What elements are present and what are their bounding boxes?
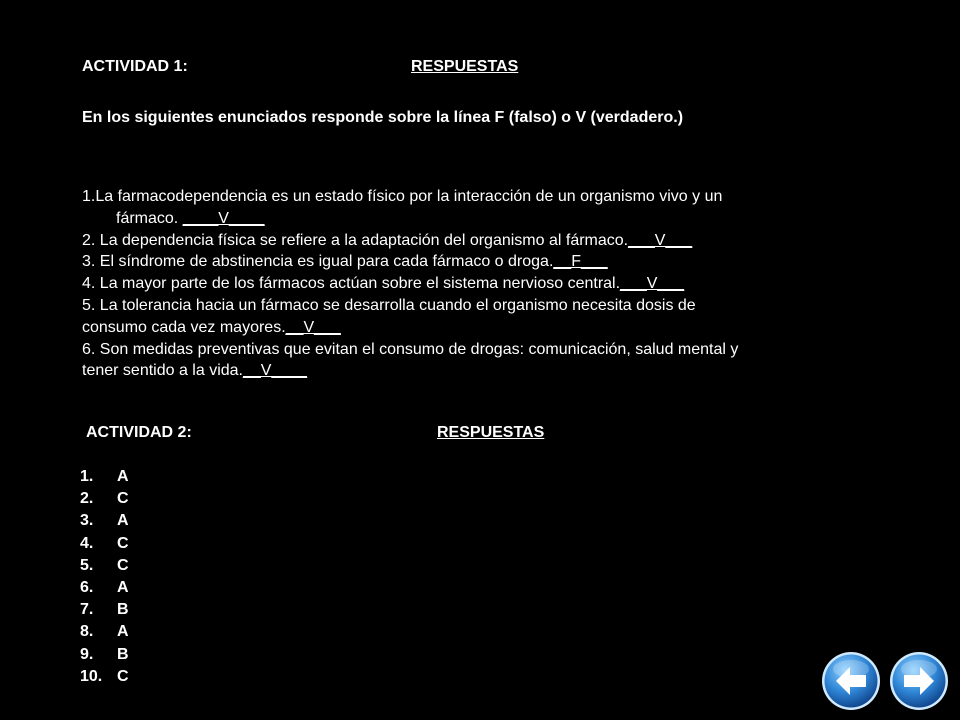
statement-5 <box>82 295 862 339</box>
list-item <box>80 510 129 532</box>
statement-text: 1.La farmacodependencia es un estado físico por la interacción de un organismo vivo y un <box>82 188 723 205</box>
answer-letter: C <box>117 490 129 508</box>
statement-answer: __V___ <box>285 318 341 336</box>
answer-number: 7. <box>80 601 94 619</box>
answer-letter: B <box>117 645 129 663</box>
answer-number: 6. <box>80 579 94 597</box>
answer-letter: A <box>117 623 129 641</box>
list-item <box>80 644 129 666</box>
answer-letter: A <box>117 468 129 485</box>
list-item <box>80 533 129 555</box>
answer-number: 4. <box>80 534 94 552</box>
next-slide-button[interactable] <box>889 651 949 711</box>
statement-answer: ___V___ <box>620 275 685 293</box>
answer-letter: A <box>117 512 129 530</box>
previous-slide-button[interactable] <box>821 651 881 711</box>
activity1-heading <box>82 58 519 76</box>
statement-text: 3. El síndrome de abstinencia es igual para cada fármaco o droga. <box>82 253 554 271</box>
arrow-left-icon <box>821 651 881 711</box>
list-item <box>80 466 129 488</box>
answer-letter: A <box>117 579 129 597</box>
statement-3 <box>82 251 862 273</box>
statement-1 <box>82 186 862 230</box>
statement-list <box>82 186 862 382</box>
statement-answer: ___V___ <box>628 231 693 249</box>
answer-letter: B <box>117 601 129 619</box>
answer-number: 10. <box>80 667 103 685</box>
statement-answer: ____V____ <box>182 209 265 227</box>
activity2-heading <box>86 424 545 442</box>
list-item <box>80 488 129 510</box>
activity2-title: ACTIVIDAD 2: <box>86 424 192 441</box>
statement-answer: __F___ <box>553 253 608 271</box>
statement-text: 4. La mayor parte de los fármacos actúan sobre el sistema nervioso central. <box>82 275 621 293</box>
statement-text: tener sentido a la vida. <box>82 362 243 380</box>
answer-number: 5. <box>80 556 94 574</box>
statement-4 <box>82 273 862 295</box>
answer-number: 8. <box>80 623 94 641</box>
activity1-title: ACTIVIDAD 1: <box>82 58 188 75</box>
list-item <box>80 666 129 688</box>
statement-6 <box>82 339 862 383</box>
answer-number: 3. <box>80 512 94 530</box>
list-item <box>80 621 129 643</box>
answer-list <box>80 466 129 688</box>
statement-text: 5. La tolerancia hacia un fármaco se desarrolla cuando el organismo necesita dosis de <box>82 296 696 314</box>
activity2-answers-label: RESPUESTAS <box>437 424 545 441</box>
statement-2 <box>82 230 862 252</box>
answer-number: 1. <box>80 468 94 485</box>
list-item <box>80 577 129 599</box>
answer-letter: C <box>117 667 129 685</box>
list-item <box>80 599 129 621</box>
arrow-right-icon <box>889 651 949 711</box>
activity1-answers-label: RESPUESTAS <box>411 58 519 75</box>
answer-letter: C <box>117 534 129 552</box>
activity1-instruction: En los siguientes enunciados responde sobre la línea F (falso) o V (verdadero.) <box>82 109 684 126</box>
statement-answer: __V____ <box>243 362 308 380</box>
statement-text: 2. La dependencia física se refiere a la adaptación del organismo al fármaco. <box>82 231 629 249</box>
answer-letter: C <box>117 556 129 574</box>
list-item <box>80 555 129 577</box>
statement-text: consumo cada vez mayores. <box>82 318 286 336</box>
statement-text: 6. Son medidas preventivas que evitan el consumo de drogas: comunicación, salud mental y <box>82 340 739 358</box>
answer-number: 9. <box>80 645 94 663</box>
statement-text: fármaco. <box>116 209 183 227</box>
answer-number: 2. <box>80 490 94 508</box>
